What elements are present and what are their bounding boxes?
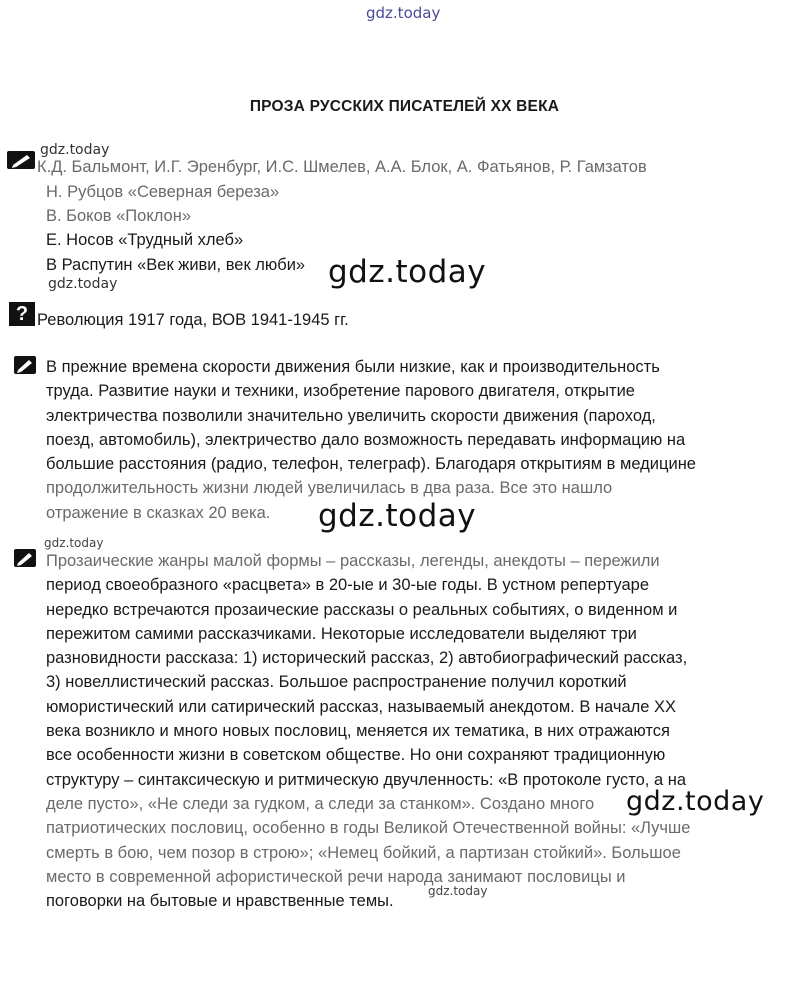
paragraph-line: электричества позволили значительно увеличить скорости движения (пароход, xyxy=(46,406,656,425)
paragraph-line: пережитом самими рассказчиками. Некоторые исследователи выделяют три xyxy=(46,624,637,643)
paragraph-line: структуру – синтаксическую и ритмическую двучленность: «В протоколе густо, а на xyxy=(46,770,687,789)
watermark-large: gdz.today xyxy=(626,786,765,817)
paragraph-line: В прежние времена скорости движения были низкие, как и производительность xyxy=(46,358,660,376)
paragraph-line: все особенности жизни в советском обществе. Но они сохраняют традиционную xyxy=(46,746,666,765)
watermark-large: gdz.today xyxy=(328,254,487,290)
watermark-small: gdz.today xyxy=(48,276,118,292)
paragraph-speed xyxy=(46,355,768,525)
paragraph-line: период своеобразного «расцвета» в 20-ые и 30-ые годы. В устном репертуаре xyxy=(46,576,650,595)
watermark-small: gdz.today xyxy=(428,884,488,898)
page-title: ПРОЗА РУССКИХ ПИСАТЕЛЕЙ XX ВЕКА xyxy=(249,98,560,115)
paragraph-line: 3) новеллистический рассказ. Большое распространение получил короткий xyxy=(46,673,627,692)
paragraph-line: труда. Развитие науки и техники, изобретение парового двигателя, открытие xyxy=(46,382,635,401)
watermark-top: gdz.today xyxy=(366,4,441,22)
paragraph-line: поезд, автомобиль), электричество дало возможность передавать информацию на xyxy=(46,430,686,449)
paragraph-line: отражение в сказках 20 века. xyxy=(46,503,271,522)
watermark-small: gdz.today xyxy=(40,142,110,158)
work-item: В Распутин «Век живи, век люби» xyxy=(46,256,306,274)
answer-text: Революция 1917 года, ВОВ 1941-1945 гг. xyxy=(37,311,349,329)
paragraph-line: века возникло и много новых пословиц, меняется их тематика, в них отражаются xyxy=(46,722,670,741)
paragraph-line: разновидности рассказа: 1) исторический рассказ, 2) автобиографический рассказ, xyxy=(46,649,688,668)
paragraph-line: патриотических пословиц, особенно в годы Великой Отечественной войны: «Лучше xyxy=(46,819,691,838)
paragraph-line: деле пусто», «Не следи за гудком, а следи за станком». Создано много xyxy=(46,794,595,813)
paragraph-line: смерть в бою, чем позор в строю»; «Немец бойкий, а партизан стойкий». Большое xyxy=(46,843,681,862)
paragraph-line: большие расстояния (радио, телефон, телеграф). Благодаря открытиям в медицине xyxy=(46,455,696,474)
work-item: Е. Носов «Трудный хлеб» xyxy=(46,231,244,249)
authors-line: К.Д. Бальмонт, И.Г. Эренбург, И.С. Шмелев, А.А. Блок, А. Фатьянов, Р. Гамзатов xyxy=(37,158,647,176)
pencil-icon xyxy=(7,151,35,169)
paragraph-prose-genres xyxy=(46,549,768,913)
pencil-icon xyxy=(14,549,36,567)
paragraph-line: юмористический или сатирический рассказ, называемый анекдотом. В начале XX xyxy=(46,697,677,716)
watermark-small: gdz.today xyxy=(44,536,104,550)
pencil-icon xyxy=(14,356,36,374)
question-icon: ? xyxy=(9,302,35,326)
paragraph-line: Прозаические жанры малой формы – рассказы, легенды, анекдоты – пережили xyxy=(46,552,660,570)
watermark-large: gdz.today xyxy=(318,498,477,534)
paragraph-line: место в современной афористической речи народа занимают пословицы и xyxy=(46,867,626,886)
paragraph-line: поговорки на бытовые и нравственные темы. xyxy=(46,892,394,911)
work-item: В. Боков «Поклон» xyxy=(46,207,192,225)
paragraph-line: продолжительность жизни людей увеличилась в два раза. Все это нашло xyxy=(46,479,613,498)
paragraph-line: нередко встречаются прозаические рассказы о реальных событиях, о виденном и xyxy=(46,600,678,619)
work-item: Н. Рубцов «Северная береза» xyxy=(46,183,280,201)
